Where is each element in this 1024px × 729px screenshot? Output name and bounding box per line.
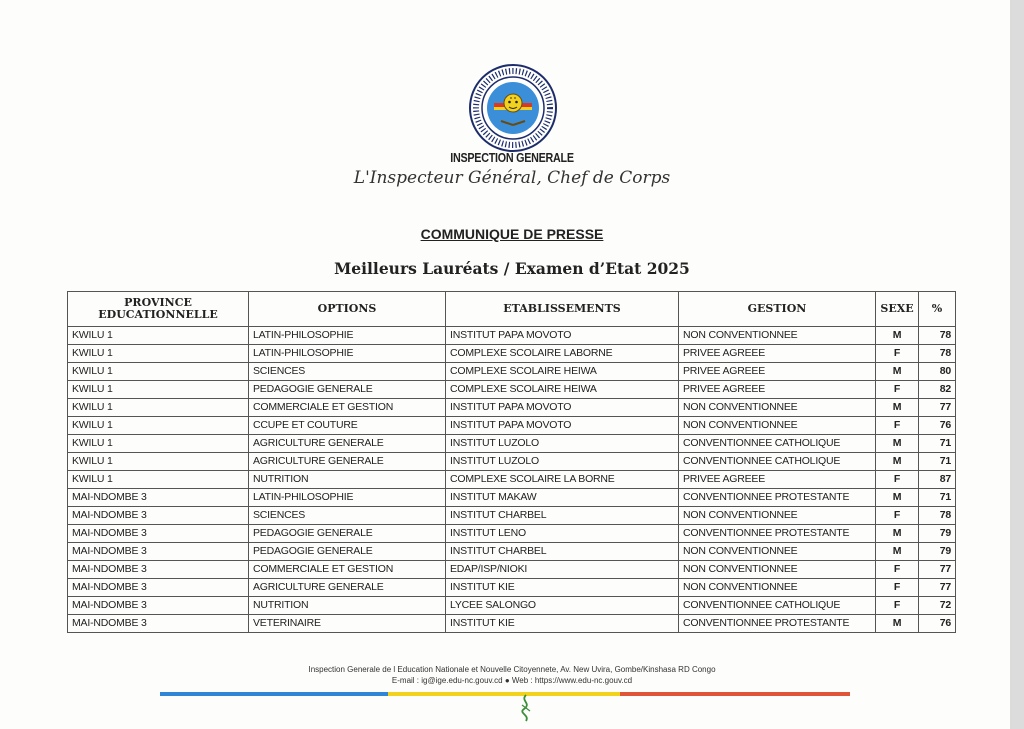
- cell-gestion: CONVENTIONNEE CATHOLIQUE: [679, 435, 876, 453]
- cell-establishment: COMPLEXE SCOLAIRE LABORNE: [446, 345, 679, 363]
- cell-province: MAI-NDOMBE 3: [68, 561, 249, 579]
- table-header-row: [68, 292, 956, 327]
- cell-province: KWILU 1: [68, 327, 249, 345]
- cell-establishment: INSTITUT MAKAW: [446, 489, 679, 507]
- cell-province: KWILU 1: [68, 363, 249, 381]
- table-row: [68, 489, 956, 507]
- column-header-options: OPTIONS: [249, 292, 446, 327]
- signature-line: L'Inspecteur Général, Chef de Corps: [353, 168, 671, 188]
- cell-establishment: INSTITUT KIE: [446, 579, 679, 597]
- table-row: [68, 381, 956, 399]
- issuer-name: INSPECTION GENERALE: [450, 151, 574, 165]
- table-row: [68, 363, 956, 381]
- cell-option: PEDAGOGIE GENERALE: [249, 381, 446, 399]
- cell-gestion: CONVENTIONNEE PROTESTANTE: [679, 615, 876, 633]
- table-row: [68, 615, 956, 633]
- cell-gestion: NON CONVENTIONNEE: [679, 327, 876, 345]
- footer-contact: E-mail : ig@ige.edu-nc.gouv.cd ● Web : https://www.edu-nc.gouv.cd: [391, 676, 633, 685]
- cell-province: KWILU 1: [68, 417, 249, 435]
- cell-gestion: NON CONVENTIONNEE: [679, 507, 876, 525]
- cell-gestion: NON CONVENTIONNEE: [679, 579, 876, 597]
- cell-percent: 77: [919, 561, 956, 579]
- cell-sexe: M: [876, 489, 919, 507]
- cell-percent: 71: [919, 435, 956, 453]
- table-row: [68, 399, 956, 417]
- cell-option: PEDAGOGIE GENERALE: [249, 525, 446, 543]
- cell-gestion: PRIVEE AGREEE: [679, 345, 876, 363]
- cell-option: AGRICULTURE GENERALE: [249, 453, 446, 471]
- cell-gestion: PRIVEE AGREEE: [679, 381, 876, 399]
- cell-percent: 71: [919, 453, 956, 471]
- table-row: [68, 543, 956, 561]
- cell-percent: 72: [919, 597, 956, 615]
- table-row: [68, 453, 956, 471]
- cell-option: COMMERCIALE ET GESTION: [249, 561, 446, 579]
- cell-percent: 78: [919, 507, 956, 525]
- cell-sexe: F: [876, 417, 919, 435]
- cell-percent: 79: [919, 543, 956, 561]
- cell-gestion: PRIVEE AGREEE: [679, 363, 876, 381]
- page-edge: [1010, 0, 1024, 729]
- cell-option: AGRICULTURE GENERALE: [249, 435, 446, 453]
- cell-option: SCIENCES: [249, 507, 446, 525]
- cell-establishment: INSTITUT PAPA MOVOTO: [446, 417, 679, 435]
- cell-establishment: INSTITUT LUZOLO: [446, 435, 679, 453]
- cell-option: COMMERCIALE ET GESTION: [249, 399, 446, 417]
- table-row: [68, 561, 956, 579]
- table-row: [68, 579, 956, 597]
- cell-establishment: EDAP/ISP/NIOKI: [446, 561, 679, 579]
- cell-option: LATIN-PHILOSOPHIE: [249, 327, 446, 345]
- cell-percent: 78: [919, 345, 956, 363]
- cell-sexe: F: [876, 579, 919, 597]
- footer-address: Inspection Generale de l Education Nationale et Nouvelle Citoyennete, Av. New Uvira, Gombe/Kinshasa RD Congo: [308, 665, 716, 674]
- cell-gestion: NON CONVENTIONNEE: [679, 417, 876, 435]
- cell-option: NUTRITION: [249, 471, 446, 489]
- cell-percent: 87: [919, 471, 956, 489]
- cell-option: CCUPE ET COUTURE: [249, 417, 446, 435]
- cell-option: NUTRITION: [249, 597, 446, 615]
- cell-gestion: CONVENTIONNEE CATHOLIQUE: [679, 597, 876, 615]
- signature-mark-icon: [516, 693, 536, 723]
- cell-establishment: INSTITUT LUZOLO: [446, 453, 679, 471]
- cell-establishment: COMPLEXE SCOLAIRE HEIWA: [446, 363, 679, 381]
- table-row: [68, 471, 956, 489]
- cell-option: LATIN-PHILOSOPHIE: [249, 489, 446, 507]
- cell-gestion: NON CONVENTIONNEE: [679, 543, 876, 561]
- cell-percent: 76: [919, 417, 956, 435]
- cell-sexe: M: [876, 363, 919, 381]
- document-subtitle: Meilleurs Lauréats / Examen d’Etat 2025: [334, 259, 690, 278]
- cell-sexe: F: [876, 507, 919, 525]
- cell-sexe: M: [876, 615, 919, 633]
- cell-establishment: INSTITUT PAPA MOVOTO: [446, 399, 679, 417]
- cell-establishment: INSTITUT CHARBEL: [446, 543, 679, 561]
- cell-percent: 71: [919, 489, 956, 507]
- footer: [0, 664, 1024, 686]
- cell-sexe: M: [876, 453, 919, 471]
- cell-establishment: INSTITUT LENO: [446, 525, 679, 543]
- cell-province: KWILU 1: [68, 345, 249, 363]
- cell-option: VETERINAIRE: [249, 615, 446, 633]
- cell-province: MAI-NDOMBE 3: [68, 543, 249, 561]
- cell-percent: 80: [919, 363, 956, 381]
- cell-province: KWILU 1: [68, 453, 249, 471]
- cell-province: MAI-NDOMBE 3: [68, 507, 249, 525]
- cell-percent: 78: [919, 327, 956, 345]
- column-header-percent: %: [919, 292, 956, 327]
- cell-establishment: INSTITUT PAPA MOVOTO: [446, 327, 679, 345]
- flag-bar-yellow: [388, 692, 620, 696]
- cell-sexe: M: [876, 525, 919, 543]
- cell-province: KWILU 1: [68, 381, 249, 399]
- cell-percent: 82: [919, 381, 956, 399]
- cell-province: KWILU 1: [68, 471, 249, 489]
- laureates-table: [67, 291, 956, 633]
- cell-sexe: F: [876, 345, 919, 363]
- cell-province: MAI-NDOMBE 3: [68, 615, 249, 633]
- table-row: [68, 345, 956, 363]
- cell-gestion: CONVENTIONNEE PROTESTANTE: [679, 489, 876, 507]
- cell-gestion: NON CONVENTIONNEE: [679, 561, 876, 579]
- cell-sexe: F: [876, 597, 919, 615]
- table-row: [68, 597, 956, 615]
- cell-province: MAI-NDOMBE 3: [68, 597, 249, 615]
- cell-gestion: CONVENTIONNEE CATHOLIQUE: [679, 453, 876, 471]
- cell-province: KWILU 1: [68, 435, 249, 453]
- press-release-title: COMMUNIQUE DE PRESSE: [420, 226, 604, 242]
- cell-province: MAI-NDOMBE 3: [68, 525, 249, 543]
- seal-emblem-icon: [468, 63, 558, 153]
- leopard-emblem-icon: [504, 94, 522, 112]
- column-header-sexe: SEXE: [876, 292, 919, 327]
- flag-bar-red: [620, 692, 850, 696]
- table-row: [68, 327, 956, 345]
- table-row: [68, 417, 956, 435]
- cell-option: SCIENCES: [249, 363, 446, 381]
- cell-province: KWILU 1: [68, 399, 249, 417]
- cell-gestion: PRIVEE AGREEE: [679, 471, 876, 489]
- cell-sexe: M: [876, 399, 919, 417]
- cell-sexe: M: [876, 435, 919, 453]
- cell-sexe: F: [876, 381, 919, 399]
- cell-province: MAI-NDOMBE 3: [68, 489, 249, 507]
- cell-province: MAI-NDOMBE 3: [68, 579, 249, 597]
- table-row: [68, 507, 956, 525]
- cell-percent: 79: [919, 525, 956, 543]
- column-header-gestion: GESTION: [679, 292, 876, 327]
- table-row: [68, 435, 956, 453]
- cell-establishment: LYCEE SALONGO: [446, 597, 679, 615]
- cell-percent: 77: [919, 399, 956, 417]
- cell-establishment: INSTITUT CHARBEL: [446, 507, 679, 525]
- column-header-establishments: ETABLISSEMENTS: [446, 292, 679, 327]
- cell-percent: 76: [919, 615, 956, 633]
- cell-establishment: COMPLEXE SCOLAIRE LA BORNE: [446, 471, 679, 489]
- cell-gestion: NON CONVENTIONNEE: [679, 399, 876, 417]
- table-row: [68, 525, 956, 543]
- cell-sexe: M: [876, 327, 919, 345]
- cell-sexe: F: [876, 561, 919, 579]
- cell-sexe: M: [876, 543, 919, 561]
- flag-bar-blue: [160, 692, 388, 696]
- cell-option: AGRICULTURE GENERALE: [249, 579, 446, 597]
- cell-gestion: CONVENTIONNEE PROTESTANTE: [679, 525, 876, 543]
- cell-establishment: COMPLEXE SCOLAIRE HEIWA: [446, 381, 679, 399]
- column-header-province: PROVINCE EDUCATIONNELLE: [68, 292, 249, 327]
- cell-sexe: F: [876, 471, 919, 489]
- cell-establishment: INSTITUT KIE: [446, 615, 679, 633]
- cell-option: PEDAGOGIE GENERALE: [249, 543, 446, 561]
- cell-option: LATIN-PHILOSOPHIE: [249, 345, 446, 363]
- cell-percent: 77: [919, 579, 956, 597]
